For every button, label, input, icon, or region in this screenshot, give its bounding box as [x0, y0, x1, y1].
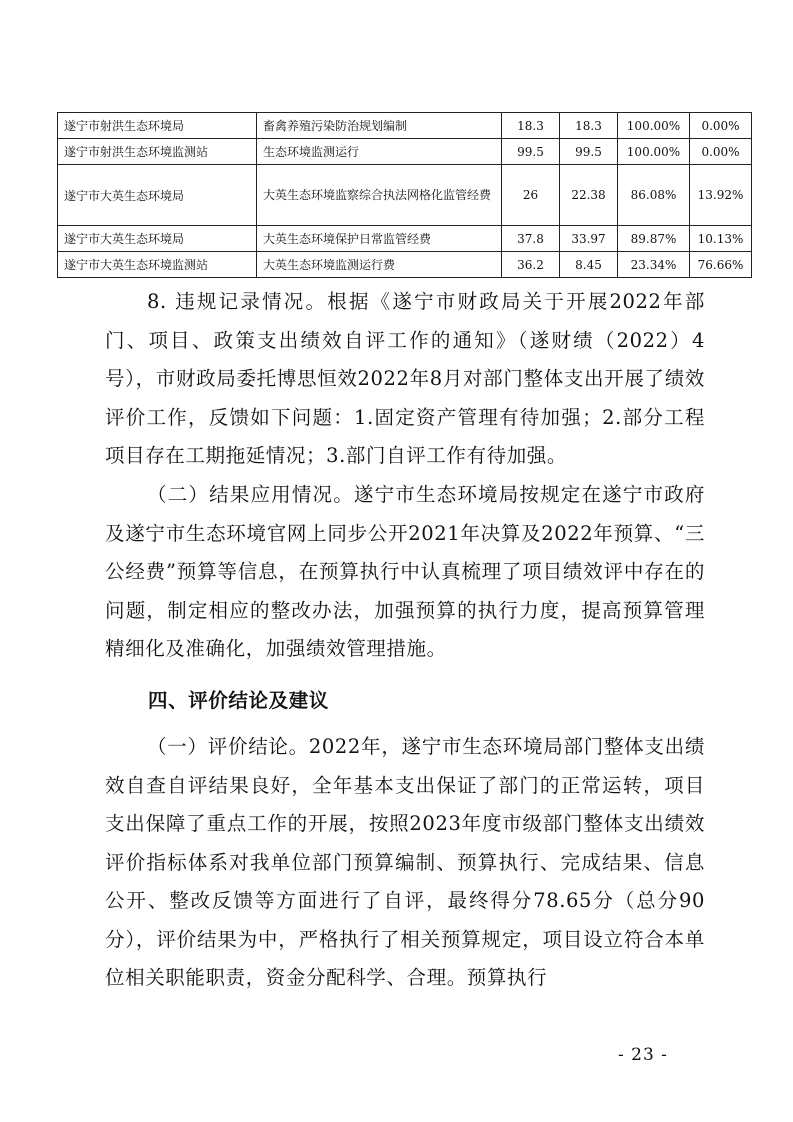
evaluation-conclusion-paragraph: （一）评价结论。2022年，遂宁市生态环境局部门整体支出绩效自查自评结果良好，全年基本支出保证了部门的正常运转，项目支出保障了重点工作的开展，按照2023年度市级部门整体支出绩效评价指标体系对我单位部门预算编制、预算执行、完成结果、信息公开、整改反馈等方面进行了自评，最终得分78.65分（总分90分），评价结果为中，严格执行了相关预算规定，项目设立符合本单位相关职能职责，资金分配科学、合理。预算执行 — [105, 735, 705, 989]
rate-cell: 86.08% — [618, 165, 690, 226]
unit-cell: 遂宁市射洪生态环境监测站 — [58, 139, 257, 165]
rate-cell: 23.34% — [618, 252, 690, 278]
deviation-cell: 0.00% — [690, 113, 752, 139]
project-budget-table — [57, 112, 752, 278]
unit-cell: 遂宁市大英生态环境监测站 — [58, 252, 257, 278]
table-row — [58, 113, 752, 139]
budget-cell: 36.2 — [502, 252, 560, 278]
budget-cell: 99.5 — [502, 139, 560, 165]
result-application-paragraph: （二）结果应用情况。遂宁市生态环境局按规定在遂宁市政府及遂宁市生态环境官网上同步公开2021年决算及2022年预算、“三公经费”预算等信息，在预算执行中认真梳理了项目绩效评中存在的问题，制定相应的整改办法，加强预算的执行力度，提高预算管理精细化及准确化，加强绩效管理措施。 — [105, 483, 705, 660]
budget-cell: 26 — [502, 165, 560, 226]
unit-cell: 遂宁市大英生态环境局 — [58, 165, 257, 226]
unit-cell: 遂宁市射洪生态环境局 — [58, 113, 257, 139]
deviation-cell: 76.66% — [690, 252, 752, 278]
table-row — [58, 139, 752, 165]
project-cell: 畜禽养殖污染防治规划编制 — [257, 113, 502, 139]
table-row — [58, 165, 752, 226]
budget-cell: 18.3 — [502, 113, 560, 139]
actual-cell: 18.3 — [560, 113, 618, 139]
section-heading: 四、评价结论及建议 — [148, 689, 329, 712]
deviation-cell: 13.92% — [690, 165, 752, 226]
deviation-cell: 0.00% — [690, 139, 752, 165]
project-cell: 大英生态环境保护日常监管经费 — [257, 226, 502, 252]
page-number: - 23 - — [618, 1045, 668, 1065]
table-row — [58, 252, 752, 278]
project-cell: 大英生态环境监察综合执法网格化监管经费 — [257, 165, 502, 226]
project-cell: 大英生态环境监测运行费 — [257, 252, 502, 278]
unit-cell: 遂宁市大英生态环境局 — [58, 226, 257, 252]
table-row — [58, 226, 752, 252]
actual-cell: 22.38 — [560, 165, 618, 226]
actual-cell: 33.97 — [560, 226, 618, 252]
rate-cell: 89.87% — [618, 226, 690, 252]
project-cell: 生态环境监测运行 — [257, 139, 502, 165]
violation-record-paragraph: 8. 违规记录情况。根据《遂宁市财政局关于开展2022年部门、项目、政策支出绩效自评工作的通知》（遂财绩（2022）4号），市财政局委托博思恒效2022年8月对部门整体支出开展了绩效评价工作，反馈如下问题：1.固定资产管理有待加强；2.部分工程项目存在工期拖延情况；3.部门自评工作有待加强。 — [105, 290, 705, 467]
deviation-cell: 10.13% — [690, 226, 752, 252]
actual-cell: 8.45 — [560, 252, 618, 278]
budget-cell: 37.8 — [502, 226, 560, 252]
rate-cell: 100.00% — [618, 139, 690, 165]
rate-cell: 100.00% — [618, 113, 690, 139]
actual-cell: 99.5 — [560, 139, 618, 165]
